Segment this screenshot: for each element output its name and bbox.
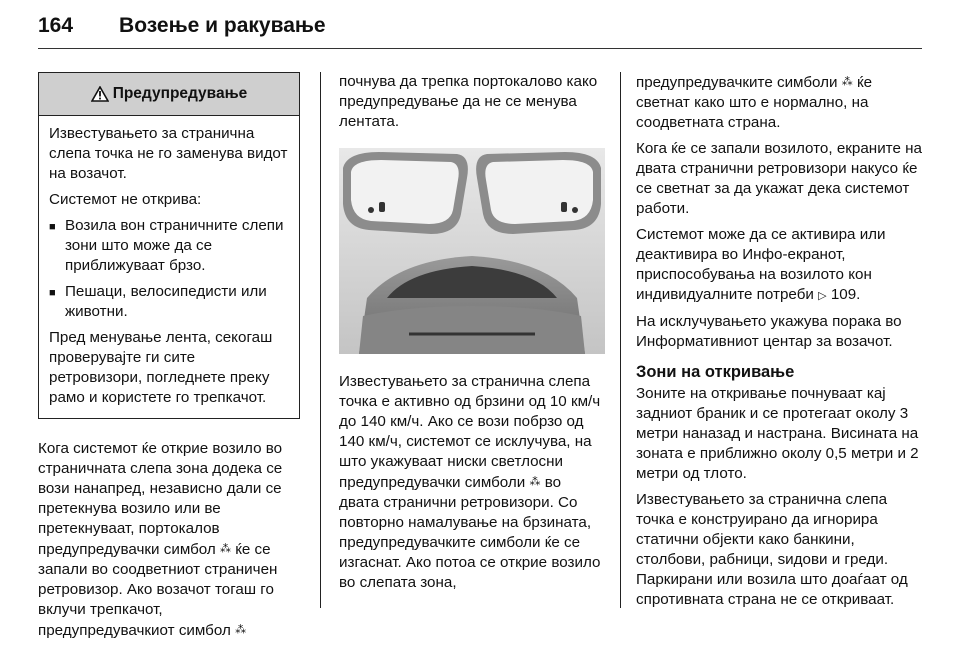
blind-spot-warning-icon: ⁂ bbox=[529, 476, 541, 488]
body-paragraph bbox=[38, 439, 300, 641]
list-item bbox=[49, 216, 291, 276]
body-paragraph: почнува да трепка портокалово како предупредување да не се менува лентата. bbox=[339, 73, 598, 130]
page-number: 164 bbox=[38, 14, 74, 37]
list-item-text: Пешаци, велосипедисти или животни. bbox=[65, 283, 267, 320]
body-paragraph bbox=[339, 372, 605, 593]
warning-body bbox=[39, 116, 299, 418]
body-text: ќе светнат како што е нормално, на соодветната страна. bbox=[636, 74, 873, 131]
warning-text: Пред менување лента, секогаш проверувајте ги сите ретровизори, погледнете преку рамо и користете го трепкачот. bbox=[49, 329, 273, 406]
warning-header bbox=[39, 73, 299, 116]
body-text: Кога системот ќе открие возило во страничната слепа зона додека се вози нанапред, независно дали се претекнува возило или ве претекнуваат, портокалов предупредувачки симбол bbox=[38, 440, 283, 558]
body-paragraph bbox=[636, 72, 924, 133]
warning-text: Системот не открива: bbox=[49, 191, 202, 208]
warning-box bbox=[38, 72, 300, 419]
warning-text: Известувањето за странична слепа точка не го заменува видот на возачот. bbox=[49, 125, 288, 182]
page-reference-arrow-icon: ▷ bbox=[818, 290, 827, 302]
blind-spot-warning-icon: ⁂ bbox=[841, 76, 853, 88]
body-text: во двата странични ретровизори. Со повторно намалување на брзината, предупредувачките симболи ќе се изгаснат. Ако потоа се открие возило во слепата зона, bbox=[339, 474, 601, 591]
column-3 bbox=[636, 72, 924, 616]
body-text: ќе се запали во соодветниот страничен ретровизор. Ако возачот тогаш го вклучи трепкачот, предупредувачкиот симбол bbox=[38, 541, 278, 639]
page-reference-link[interactable]: 109. bbox=[830, 286, 861, 303]
list-item bbox=[49, 282, 291, 322]
bullet-icon: ■ bbox=[49, 221, 56, 233]
bullet-icon: ■ bbox=[49, 287, 56, 299]
body-text: предупредувачките симболи bbox=[636, 74, 838, 91]
column-2 bbox=[339, 72, 605, 599]
body-paragraph bbox=[636, 225, 924, 306]
body-paragraph: Зоните на откривање почнуваат кај задниот браник и се протегаат околу 3 метри наназад и настрана. Висината на зоната е приближно околу 0,5 метри и 2 метри од тлото. bbox=[636, 385, 919, 482]
mirror-illustration bbox=[339, 148, 605, 354]
body-text: Системот може да се активира или деактивира во Инфо-екранот, приспособувања на возилото кон индивидуалните потреби bbox=[636, 226, 886, 303]
body-paragraph: Кога ќе се запали возилото, екраните на двата странични ретровизори накусо ќе се светнат за да укажат дека системот работи. bbox=[636, 140, 922, 217]
list-item-text: Возила вон страничните слепи зони што може да се приближуваат брзо. bbox=[65, 217, 284, 274]
blind-spot-warning-icon: ⁂ bbox=[235, 624, 247, 636]
body-paragraph: На исклучувањето укажува порака во Информативниот центар за возачот. bbox=[636, 313, 902, 350]
warning-title: Предупредување bbox=[112, 85, 248, 102]
section-heading: Зони на откривање bbox=[636, 363, 795, 381]
body-text: Известувањето за странична слепа точка е активно од брзини од 10 км/ч до 140 км/ч. Ако се вози побрзо од 140 км/ч, системот се исклучува, на што укажуваат ниски светлосни предупредувачки симболи bbox=[339, 373, 601, 491]
column-divider bbox=[620, 72, 621, 608]
page-header bbox=[38, 6, 326, 46]
column-divider bbox=[320, 72, 321, 608]
page-title: Возење и ракување bbox=[119, 14, 326, 37]
header-rule bbox=[38, 48, 922, 49]
body-paragraph: Известувањето за странична слепа точка е конструирано да игнорира статични објекти како банкини, столбови, рабници, ѕидови и греди. Паркирани или возила што доаѓаат од спротивната страна не се откриваат. bbox=[636, 491, 908, 608]
column-1 bbox=[38, 72, 300, 647]
warning-triangle-icon bbox=[91, 86, 109, 102]
blind-spot-warning-icon: ⁂ bbox=[220, 543, 232, 555]
